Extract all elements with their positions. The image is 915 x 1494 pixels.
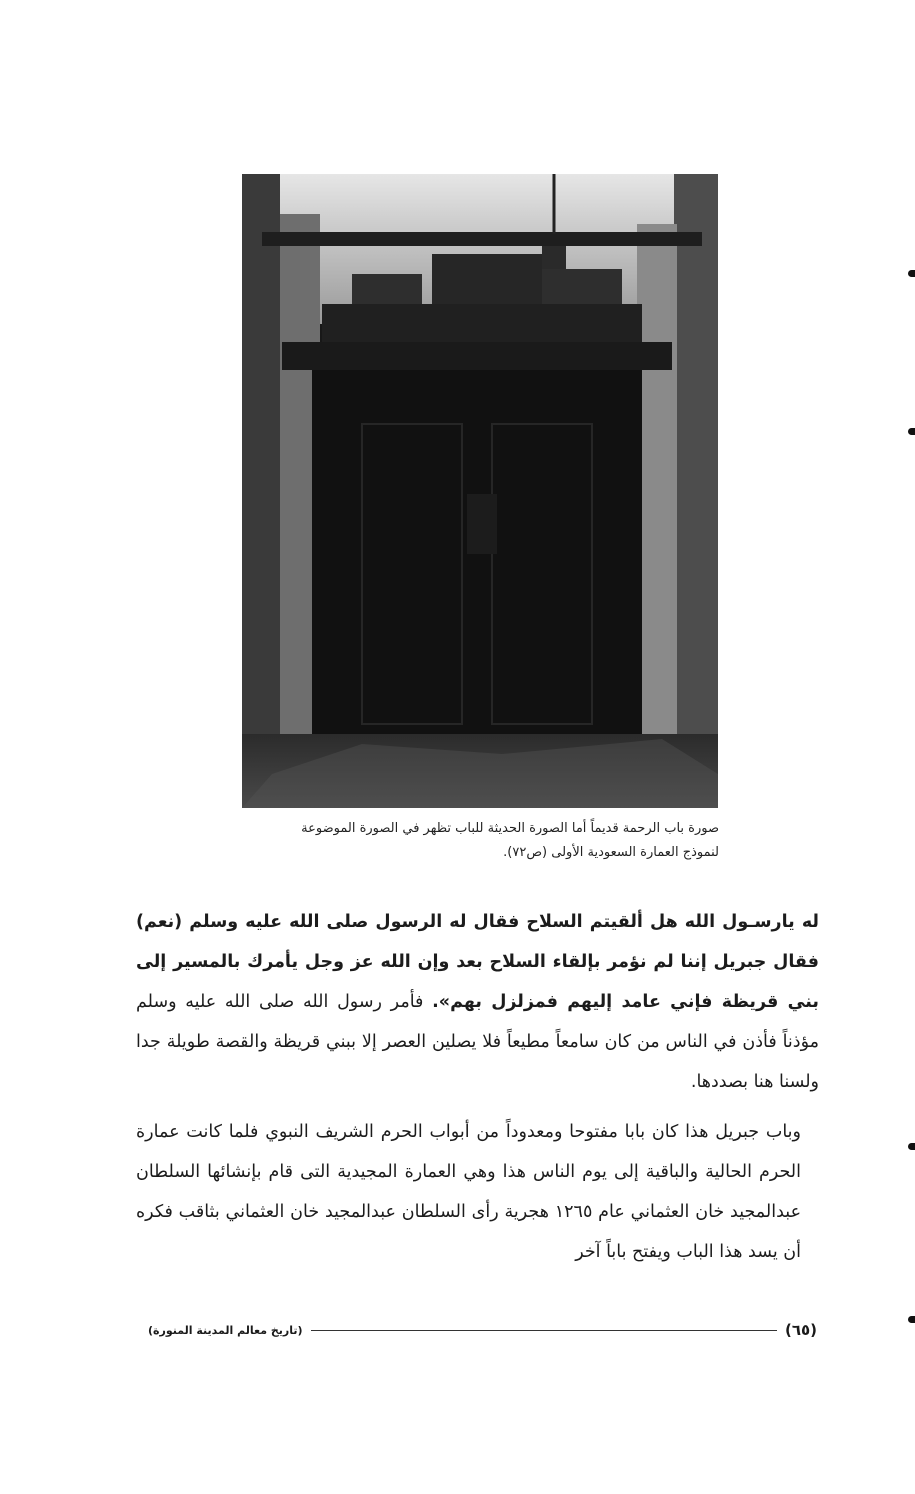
paragraph-1-bold-quote: له يارسـول الله هل ألقيتم السلاح فقال له الرسول صلى الله عليه وسلم (نعم) فقال جبريل إننا لم نؤمر بإلقاء السلاح بعد وإن الله عز وجل يأمرك بالمسير إلى بني قريظة فإني عامد إليهم فمزلزل بهم».	[136, 912, 819, 1012]
paragraph-1-text	[136, 902, 819, 1102]
paragraph-2	[136, 1112, 819, 1272]
photo-caption	[239, 817, 719, 865]
edge-mark	[908, 428, 915, 435]
paragraph-1	[136, 902, 819, 1102]
edge-mark	[908, 270, 915, 277]
historical-photo-bab-al-rahma	[242, 174, 718, 808]
caption-line-1: صورة باب الرحمة قديماً أما الصورة الحديثة للباب تظهر في الصورة الموضوعة	[301, 821, 719, 836]
edge-mark	[908, 1316, 915, 1323]
paragraph-1-plain: فأمر رسول الله صلى الله عليه وسلم مؤذناً فأذن في الناس من كان سامعاً مطيعاً فلا يصلين العصر إلا ببني قريظة والقصة طويلة جدا ولسنا هنا بصددها.	[136, 992, 819, 1092]
page-number: (٦٥)	[784, 1321, 817, 1339]
edge-mark	[908, 1143, 915, 1150]
footer-book-title: (تاريخ معالم المدينة المنورة)	[148, 1323, 303, 1337]
caption-line-2: لنموذج العمارة السعودية الأولى (ص٧٢).	[503, 845, 719, 860]
page-footer	[148, 1318, 817, 1342]
paragraph-2-text: وباب جبريل هذا كان بابا مفتوحا ومعدوداً من أبواب الحرم الشريف النبوي فلما كانت عمارة الحرم الحالية والباقية إلى يوم الناس هذا وهي العمارة المجيدية التى قام بإنشائها السلطان عبدالمجيد خان العثماني عام ١٢٦٥ هجرية رأى السلطان عبدالمجيد خان العثماني بثاقب فكره أن يسد هذا الباب ويفتح باباً آخر	[136, 1122, 802, 1262]
footer-divider	[311, 1330, 777, 1331]
photo-illustration	[242, 174, 718, 808]
